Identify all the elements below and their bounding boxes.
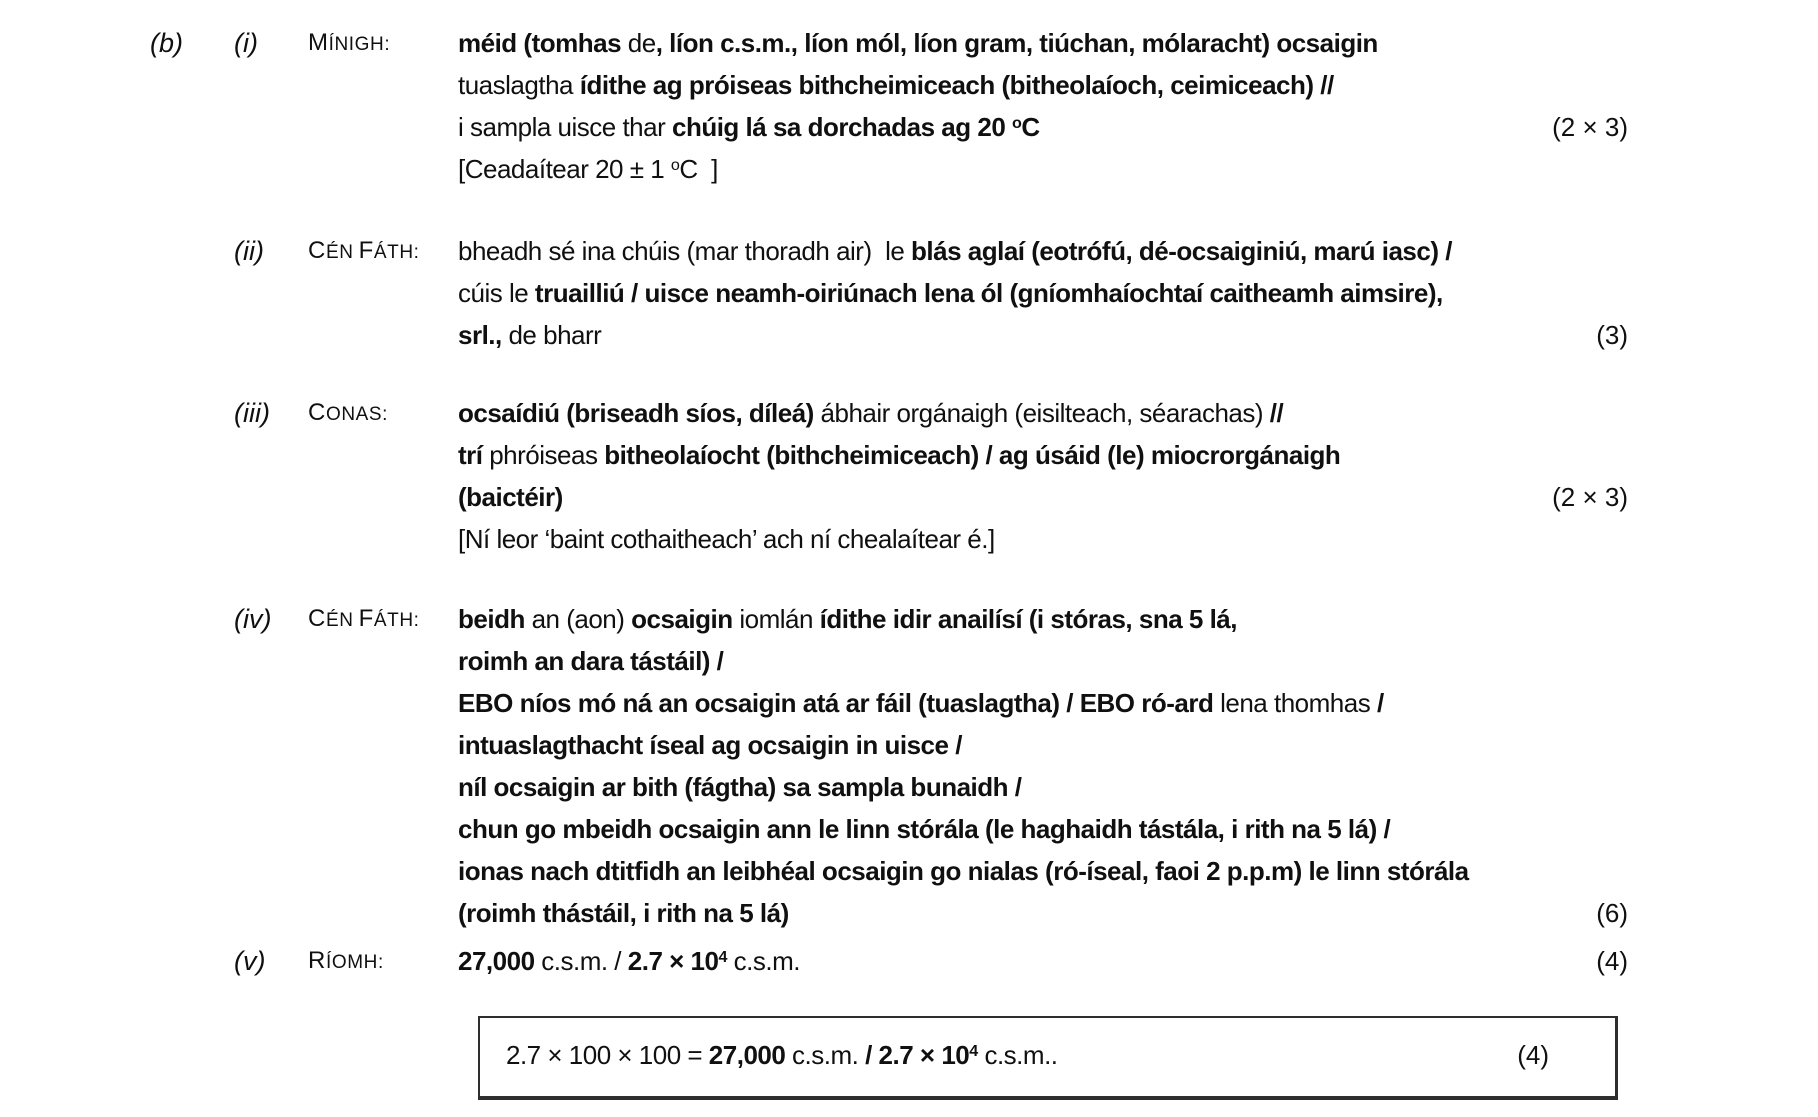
text-run: (baictéir) [458,482,563,512]
text-run: o [670,156,680,175]
keyword-initial: R [308,947,326,974]
text-run: (roimh thástáil, i rith na 5 lá) [458,898,789,928]
keyword-label [308,598,420,643]
text-run: de [621,28,656,58]
text-line [458,476,1628,518]
roman-label-iii: (iii) [234,398,270,428]
text-line [458,766,1628,808]
keyword-initial: M [308,29,329,56]
text-line [458,682,1628,724]
text-line [458,724,1628,766]
text-run: 4 [718,948,727,967]
keyword-initial: C [308,237,326,264]
text-line [458,808,1628,850]
text-run: níl ocsaigin ar bith (fágtha) sa sampla bunaidh / [458,772,1022,802]
keyword-initial: C [308,605,326,632]
roman-label-ii: (ii) [234,236,264,266]
text-run: an (aon) [524,604,632,634]
section-body [458,392,1628,560]
text-run: trí [458,440,483,470]
text-line [458,392,1628,434]
text-line [458,148,1628,190]
text-line [458,940,1628,982]
section-body [458,22,1628,190]
text-line [458,272,1628,314]
text-run: ídithe idir anailísí (i stóras, sna 5 lá, [819,604,1237,634]
keyword-initial: C [308,399,326,426]
text-run: 4 [969,1042,978,1061]
marks-value: (3) [1596,320,1628,350]
marks-value: (6) [1596,898,1628,928]
text-run: bheadh sé ina chúis (mar thoradh air) le [458,236,912,266]
text-line [458,598,1628,640]
text-run: [Ceadaítear 20 ± 1 [458,154,671,184]
text-run: ionas nach dtitfidh an leibhéal ocsaigin go nialas (ró-íseal, faoi 2 p.p.m) le linn stórála [458,856,1469,886]
keyword-rest: ONAS: [325,404,389,425]
text-run: c.s.m. [785,1040,866,1070]
part-label: (b) [150,28,183,58]
text-run: beidh [458,604,525,634]
text-run: bitheolaíocht (bithcheimiceach) / ag úsáid (le) miocrorgánaigh [604,440,1341,470]
text-run: iomlán [732,604,820,634]
keyword-label [308,392,388,437]
keyword-label [308,940,384,985]
text-run: , líon c.s.m., líon mól, líon gram, tiúchan, mólaracht) ocsaigin [655,28,1378,58]
text-line [458,64,1628,106]
text-run: de bharr [501,320,602,350]
text-run: ídithe ag próiseas bithcheimiceach (bitheolaíoch, ceimiceach) // [579,70,1334,100]
text-run: tuaslagtha [458,70,580,100]
text-run: ocsaídiú (briseadh síos, díleá) [458,398,814,428]
keyword-rest: ÁTH: [373,242,420,263]
marks-value: (2 × 3) [1552,112,1628,142]
text-run: méid (tomhas [458,28,622,58]
section-body [458,230,1628,356]
text-run: / 2.7 × 10 [865,1040,970,1070]
section-body [458,940,1628,982]
text-line [458,850,1628,892]
roman-label-i: (i) [234,28,258,58]
answer-box [478,1016,1618,1100]
text-run: C ] [679,154,718,184]
keyword-rest: ÍOMH: [325,952,384,973]
answer-box-line [506,1034,1549,1080]
text-run: roimh an dara tástáil) / [458,646,724,676]
keyword-rest: ÍNIGH: [328,34,391,55]
text-line [458,640,1628,682]
text-run: chúig lá sa dorchadas ag 20 [671,112,1013,142]
keyword-label [308,22,390,67]
text-line [458,434,1628,476]
text-line [458,22,1628,64]
text-run: intuaslagthacht íseal ag ocsaigin in uisce / [458,730,962,760]
text-run: srl., [458,320,502,350]
text-run: ábhair orgánaigh (eisilteach, séarachas) [813,398,1270,428]
marks-value: (4) [1596,946,1628,976]
text-run: phróiseas [482,440,605,470]
text-run: c.s.m. [726,946,800,976]
keyword-rest: ÁTH: [373,610,420,631]
roman-label-v: (v) [234,946,266,976]
text-line [458,518,1628,560]
text-line [458,230,1628,272]
text-run: [Ní leor ‘baint cothaitheach’ ach ní chealaítear é.] [458,524,995,554]
section-body [458,598,1628,934]
text-line [458,106,1628,148]
keyword-rest: ÉN [325,242,354,263]
text-run: cúis le [458,278,535,308]
keyword-initial: F [358,237,374,264]
text-run: 27,000 [458,946,535,976]
text-run: c.s.m. / [534,946,628,976]
text-run: lena thomhas [1213,688,1377,718]
keyword-rest: ÉN [325,610,354,631]
text-run: // [1269,398,1284,428]
text-run: chun go mbeidh ocsaigin ann le linn stórála (le haghaidh tástála, i rith na 5 lá) / [458,814,1391,844]
text-run: 27,000 [708,1040,786,1070]
marks-value: (4) [1517,1040,1549,1070]
marks-value: (2 × 3) [1552,482,1628,512]
text-line [458,892,1628,934]
text-run: o [1012,114,1022,133]
text-run: i sampla uisce thar [458,112,672,142]
text-run: truailliú / uisce neamh-oiriúnach lena ól (gníomhaíochtaí caitheamh aimsire), [534,278,1443,308]
text-run: EBO níos mó ná an ocsaigin atá ar fáil (tuaslagtha) / EBO ró-ard [458,688,1214,718]
roman-label-iv: (iv) [234,604,272,634]
text-run: 2.7 × 100 × 100 = [506,1040,709,1070]
text-run: c.s.m.. [977,1040,1058,1070]
keyword-initial: F [358,605,374,632]
text-run: ocsaigin [631,604,733,634]
text-run: blás aglaí (eotrófú, dé-ocsaiginiú, marú iasc) / [911,236,1452,266]
text-run: 2.7 × 10 [627,946,719,976]
text-line [458,314,1628,356]
keyword-label [308,230,420,275]
text-run: C [1021,112,1040,142]
text-run: / [1376,688,1384,718]
